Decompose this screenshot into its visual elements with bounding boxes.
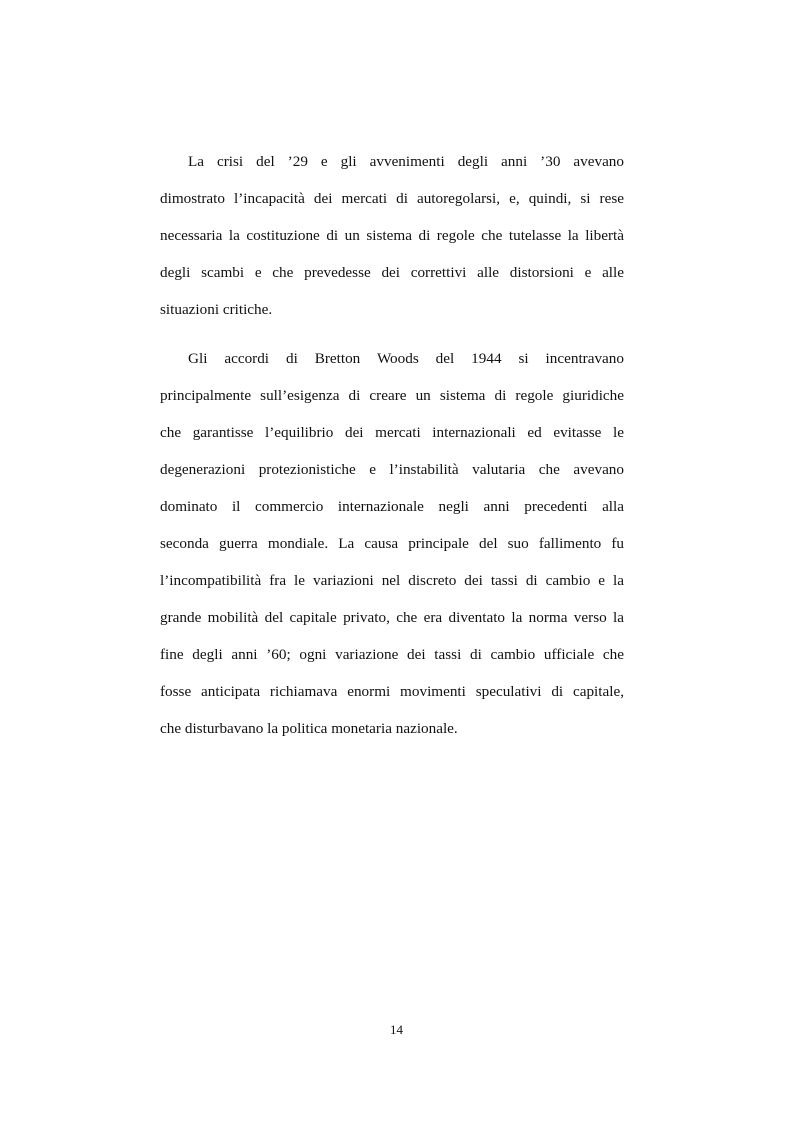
paragraph-line: che garantisse l’equilibrio dei mercati internazionali ed evitasse le [160, 424, 624, 441]
paragraph-1 [160, 147, 624, 332]
paragraph-line: necessaria la costituzione di un sistema di regole che tutelasse la libertà [160, 227, 624, 244]
paragraph-line: La crisi del ’29 e gli avvenimenti degli anni ’30 avevano [188, 153, 624, 170]
paragraph-spacer [160, 332, 624, 344]
paragraph-line: grande mobilità del capitale privato, che era diventato la norma verso la [160, 609, 624, 626]
paragraph-line: degenerazioni protezionistiche e l’instabilità valutaria che avevano [160, 461, 624, 478]
paragraph-line: dominato il commercio internazionale negli anni precedenti alla [160, 498, 624, 515]
paragraph-line: Gli accordi di Bretton Woods del 1944 si incentravano [188, 350, 624, 367]
page-number: 14 [390, 1022, 403, 1037]
paragraph-line: degli scambi e che prevedesse dei correttivi alle distorsioni e alle [160, 264, 624, 281]
paragraph-line: seconda guerra mondiale. La causa principale del suo fallimento fu [160, 535, 624, 552]
paragraph-line: dimostrato l’incapacità dei mercati di autoregolarsi, e, quindi, si rese [160, 190, 624, 207]
paragraph-2 [160, 344, 624, 751]
paragraph-line: situazioni critiche. [160, 301, 273, 318]
paragraph-line: principalmente sull’esigenza di creare un sistema di regole giuridiche [160, 387, 624, 404]
body-text [160, 147, 624, 751]
paragraph-line: l’incompatibilità fra le variazioni nel discreto dei tassi di cambio e la [160, 572, 624, 589]
paragraph-line: che disturbavano la politica monetaria nazionale. [160, 720, 458, 737]
paragraph-line: fine degli anni ’60; ogni variazione dei tassi di cambio ufficiale che [160, 646, 624, 663]
paragraph-line: fosse anticipata richiamava enormi movimenti speculativi di capitale, [160, 683, 624, 700]
